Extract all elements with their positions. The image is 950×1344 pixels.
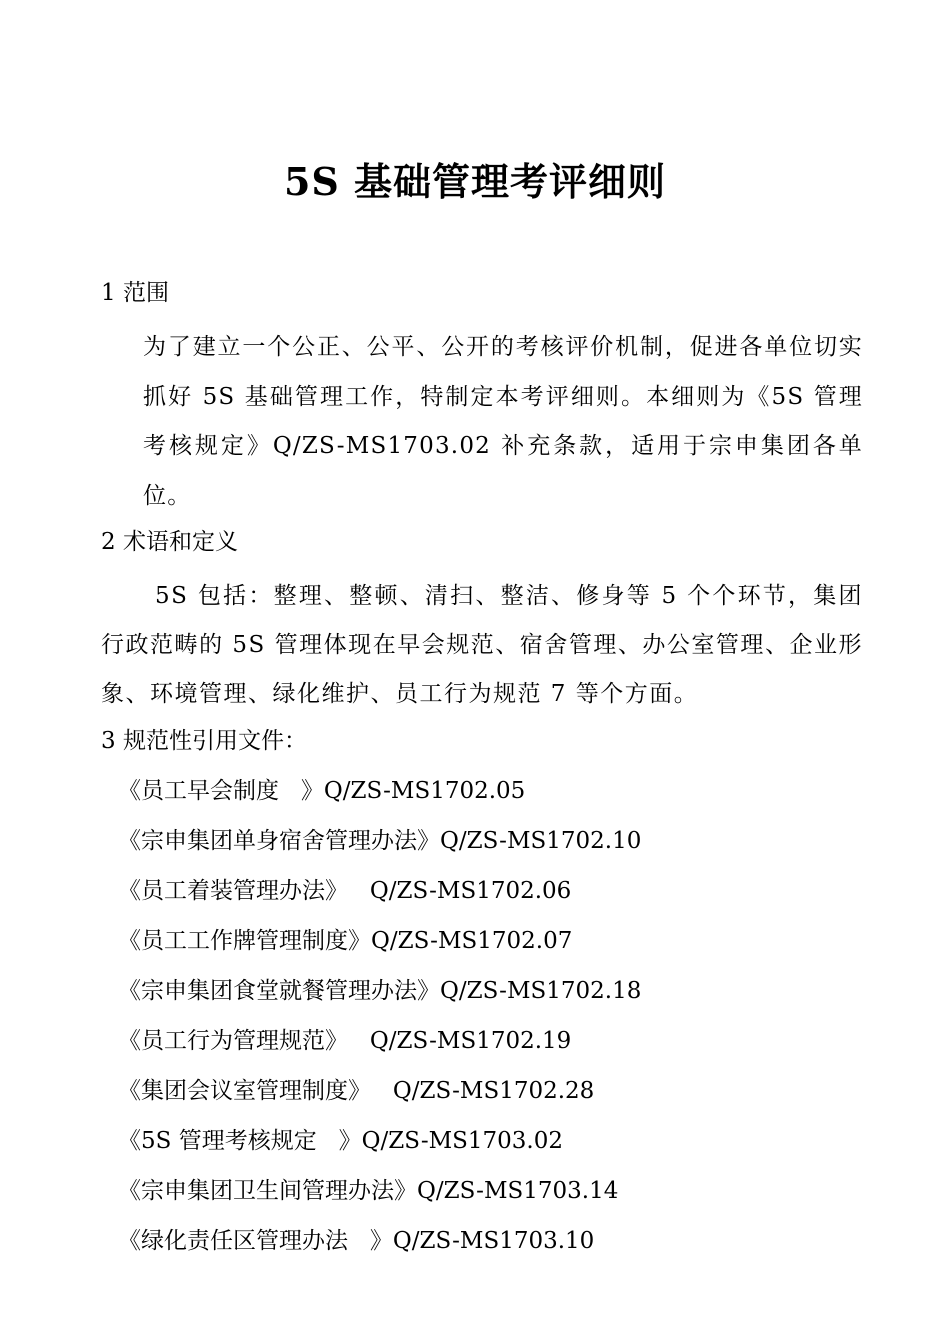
reference-item: 《5S 管理考核规定 》Q/ZS-MS1703.02 <box>118 1128 564 1154</box>
reference-item: 《员工着装管理办法》 Q/ZS-MS1702.06 <box>118 878 572 904</box>
reference-list <box>118 773 641 1273</box>
reference-item: 《员工行为管理规范》 Q/ZS-MS1702.19 <box>118 1028 572 1054</box>
section-heading-scope: 1 范围 <box>101 280 169 306</box>
reference-item: 《宗申集团卫生间管理办法》Q/ZS-MS1703.14 <box>118 1178 619 1204</box>
reference-item: 《员工早会制度 》Q/ZS-MS1702.05 <box>118 778 526 804</box>
document-title: 5S 基础管理考评细则 <box>283 159 667 204</box>
reference-item: 《集团会议室管理制度》 Q/ZS-MS1702.28 <box>118 1078 595 1104</box>
reference-item: 《绿化责任区管理办法 》Q/ZS-MS1703.10 <box>118 1228 595 1254</box>
section-heading-references: 3 规范性引用文件： <box>101 728 307 754</box>
section-paragraph-scope: 为了建立一个公正、公平、公开的考核评价机制，促进各单位切实抓好 5S 基础管理工作，特制定本考评细则。本细则为《5S 管理考核规定》Q/ZS-MS1703.02 补充条款，适用于宗申集团各单位。 <box>143 334 863 509</box>
reference-item: 《员工工作牌管理制度》Q/ZS-MS1702.07 <box>118 928 573 954</box>
reference-item: 《宗申集团食堂就餐管理办法》Q/ZS-MS1702.18 <box>118 978 642 1004</box>
reference-item: 《宗申集团单身宿舍管理办法》Q/ZS-MS1702.10 <box>118 828 642 854</box>
section-paragraph-terms: 5S 包括：整理、整顿、清扫、整洁、修身等 5 个个环节，集团行政范畴的 5S 管理体现在早会规范、宿舍管理、办公室管理、企业形象、环境管理、绿化维护、员工行为规范 7 等个方面。 <box>101 583 863 707</box>
section-heading-terms: 2 术语和定义 <box>101 529 238 555</box>
